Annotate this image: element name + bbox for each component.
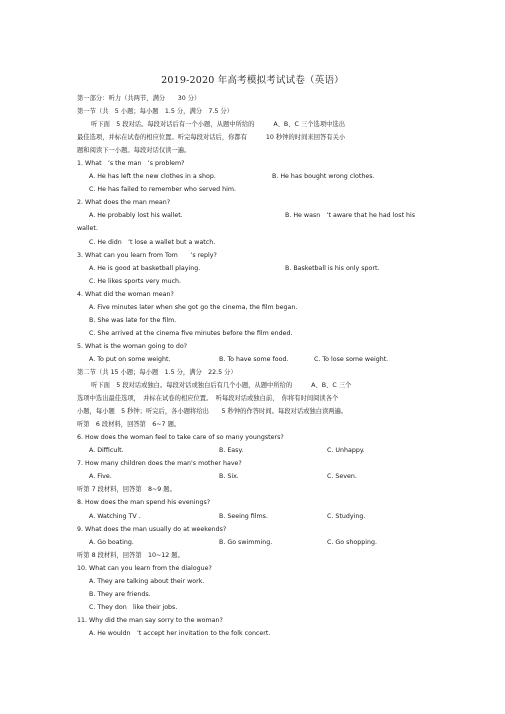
- section2-instruction-1: 听下面 5 段对话或独白。每段对话或独白后有几个小题，从题中所给的 A、B、C 三个: [91, 382, 352, 390]
- question-5: 5. What is the woman going to do?: [77, 342, 188, 350]
- material-8-note: 听第 8 段材料，回答第 10~12 题。: [77, 551, 184, 559]
- question-2: 2. What does the man mean?: [77, 199, 171, 207]
- option-b: B. Easy.: [219, 447, 244, 455]
- question-7-options: [77, 470, 437, 483]
- question-5-options: [77, 353, 437, 366]
- option-a: A. Go boating.: [89, 538, 134, 546]
- option-b: B. He wasn ’t aware that he had lost his: [285, 212, 416, 220]
- option-c: C. He likes sports very much.: [89, 277, 182, 285]
- option-b-continued: wallet.: [77, 225, 98, 233]
- option-c: C. He didn ’t lose a wallet but a watch.: [89, 238, 216, 246]
- exam-body: [77, 92, 437, 640]
- option-b: B. Go swimming.: [219, 538, 273, 546]
- option-c: C. Seven.: [327, 473, 357, 481]
- material-6-note: 听第 6 段材料，回答第 6~7 题。: [77, 421, 181, 429]
- option-a: A. Five minutes later when she got go the cinema, the film began.: [89, 303, 298, 311]
- option-b: B. To have some food.: [219, 355, 289, 363]
- option-a: A. Difficult.: [89, 447, 124, 455]
- option-c: C. She arrived at the cinema five minutes before the film ended.: [89, 329, 293, 337]
- question-6: 6. How does the woman feel to take care of so many youngsters?: [77, 434, 284, 442]
- question-1-options: [77, 170, 437, 183]
- option-a: A. He probably lost his wallet.: [89, 212, 183, 220]
- option-c: C. He has failed to remember who served him.: [89, 186, 237, 194]
- option-b: B. They are friends.: [89, 590, 151, 598]
- option-c: C. Unhappy.: [327, 447, 365, 455]
- option-a: A. They are talking about their work.: [89, 577, 205, 585]
- section1-instruction-1: 听下面 5 段对话。每段对话后有一个小题，从题中所给的 A、B、C 三个选项中选出: [91, 121, 346, 129]
- section2-heading: 第二节（共 15 小题；每小题 1.5 分，满分 22.5 分）: [77, 368, 237, 376]
- option-b: B. Six.: [219, 473, 239, 481]
- option-a: A. Watching TV .: [89, 512, 141, 520]
- part1-heading: 第一部分：听力（共两节，满分 30 分）: [77, 95, 201, 102]
- question-7: 7. How many children does the man's mother have?: [77, 460, 242, 468]
- option-a: A. To put on some weight.: [89, 355, 171, 363]
- question-8: 8. How does the man spend his evenings?: [77, 499, 211, 507]
- question-1: 1. What ’s the man ’s problem?: [77, 160, 185, 168]
- material-7-note: 听第 7 段材料，回答第 8~9 题。: [77, 486, 176, 494]
- section1-instruction-2: 最佳选项，并标在试卷的相应位置。听完每段对话后，你都有 10 秒钟的时间来回答有关小: [77, 134, 346, 142]
- section2-instruction-2: 选项中选出最佳选项， 并标在试卷的相应位置。 听每段对话或独白前， 你将有时间阅读各个: [77, 395, 339, 403]
- section1-heading: 第一节（共 5 小题；每小题 1.5 分，满分 7.5 分）: [77, 108, 233, 116]
- option-b: B. Basketball is his only sport.: [285, 264, 380, 272]
- section2-instruction-3: 小题，每小题 5 秒钟；听完后，各小题将给出 5 秒钟的作答时间。每段对话或独白读两遍。: [77, 408, 348, 416]
- question-11: 11. Why did the man say sorry to the woman?: [77, 616, 223, 624]
- question-9-options: [77, 536, 437, 549]
- question-4: 4. What did the woman mean?: [77, 290, 174, 298]
- question-8-options: [77, 510, 437, 523]
- exam-title: 2019-2020 年高考模拟考试试卷（英语）: [161, 75, 344, 86]
- option-b: B. She was late for the film.: [89, 316, 177, 324]
- option-a: A. He has left the new clothes in a shop.: [89, 173, 216, 181]
- option-c: C. To lose some weight.: [314, 355, 389, 363]
- question-6-options: [77, 444, 437, 457]
- option-c: C. Studying.: [327, 512, 366, 520]
- question-10: 10. What can you learn from the dialogue?: [77, 564, 212, 572]
- option-a: A. He is good at basketball playing.: [89, 264, 201, 272]
- question-3: 3. What can you learn from Tom ’s reply?: [77, 251, 217, 259]
- question-2-options: [77, 209, 437, 222]
- option-b: B. He has bought wrong clothes.: [272, 173, 375, 181]
- option-a: A. Five.: [89, 473, 112, 481]
- option-b: B. Seeing films.: [219, 512, 268, 520]
- option-a: A. He wouldn ’t accept her invitation to the folk concert.: [89, 629, 271, 637]
- option-c: C. Go shopping.: [327, 538, 377, 546]
- question-9: 9. What does the man usually do at weekends?: [77, 525, 227, 533]
- option-c: C. They don like their jobs.: [89, 603, 178, 611]
- section1-instruction-3: 题和阅读下一小题。每段对话仅读一遍。: [77, 147, 191, 155]
- question-3-options: [77, 262, 437, 275]
